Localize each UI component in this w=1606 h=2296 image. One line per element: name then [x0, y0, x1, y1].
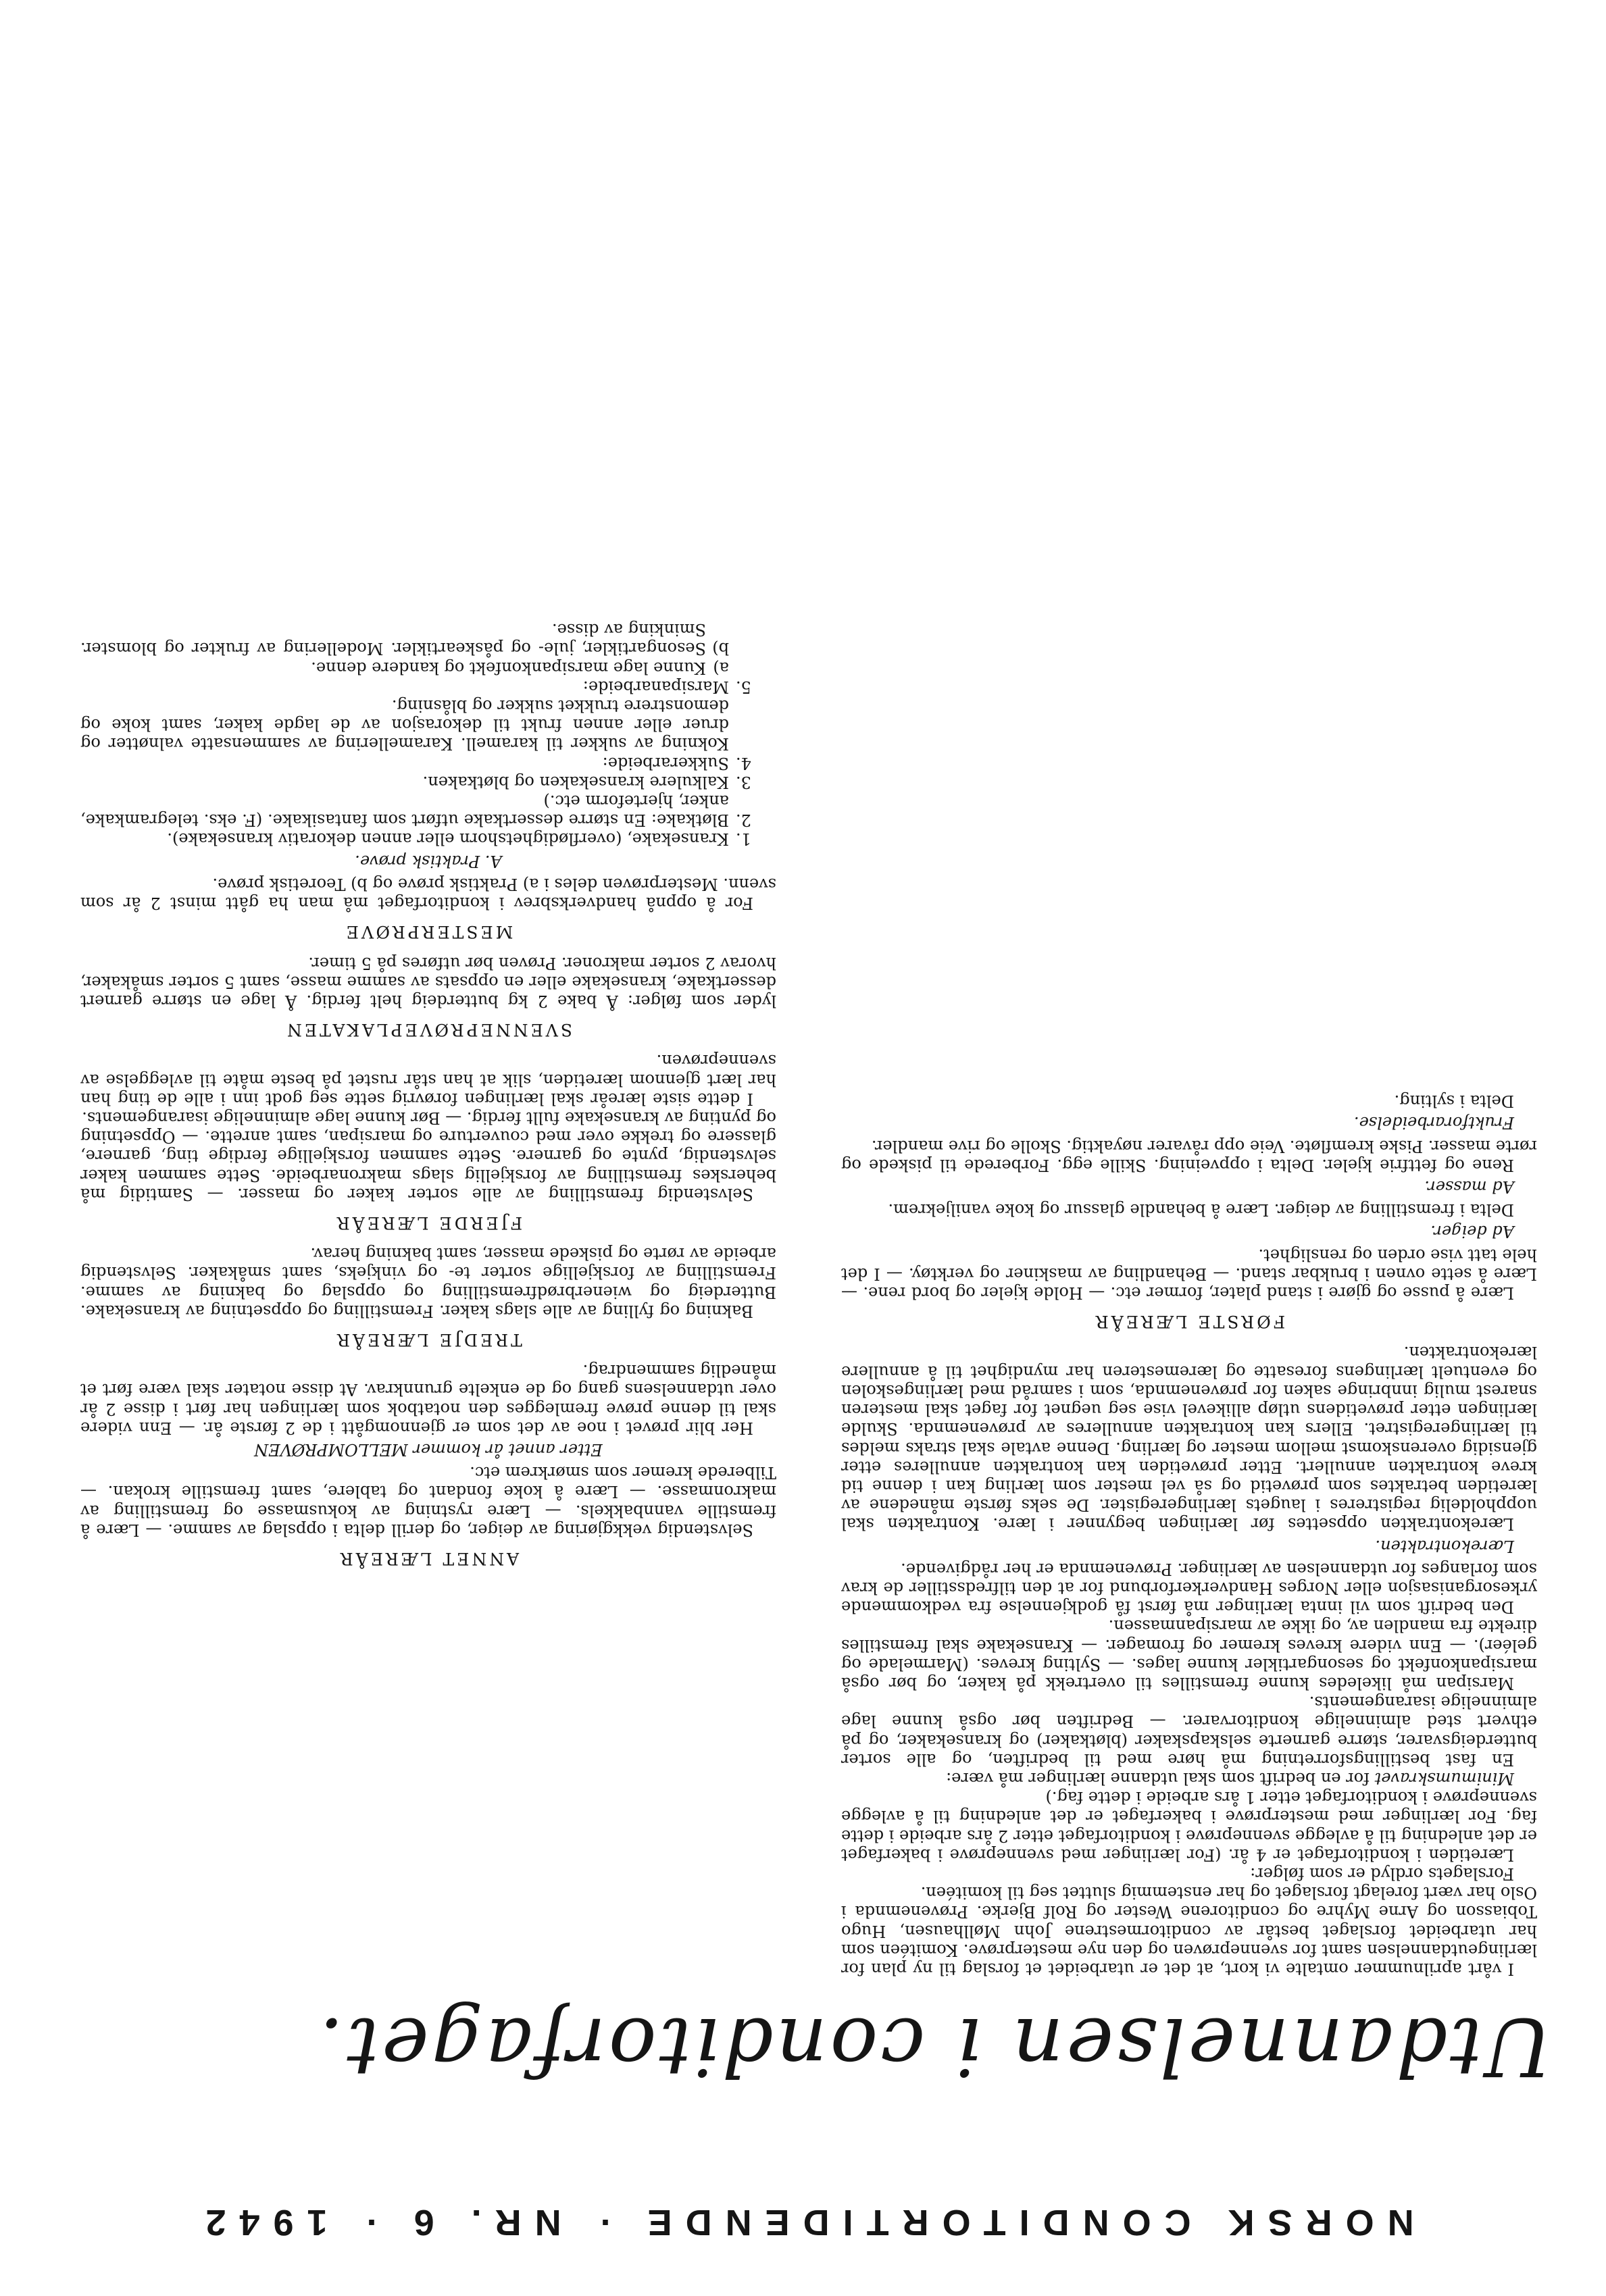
list-number: b) [712, 639, 729, 659]
body-paragraph: Bakning og fylling av alle slags kaker. Fremstilling og oppsetning av kransekake. Butterdeig og wienerbrødfremstilling og oppslag og bakning av samme. Fremstilling av forskjellige sorter te- og vinkjeks, samt småkaker. Selvstendig arbeide av rørte og piskede masser, samt bakning herav. [80, 1244, 776, 1321]
section-heading: Ad masser. [1424, 1177, 1514, 1197]
section-heading: Lærekontrakten. [1375, 1536, 1514, 1556]
list-item [80, 678, 776, 696]
list-item [80, 773, 776, 792]
left-column [841, 1092, 1537, 1979]
list-number: 4. [736, 753, 751, 773]
body-paragraph: lyder som følger: Å bake 2 kg butterdeig helt ferdig. Å lage en større garnert dessertkake, kransekake eller en oppsats av samme masse, samt 5 sorter småkaker, hvorav 2 sorter makroner. Prøven bør utføres på 5 timer. [80, 953, 776, 1011]
list-text: Sesongartikler, jule- og påskeartikler. Modellering av frukter og blomster. Sminking av disse. [80, 620, 706, 659]
section-heading: A. Praktisk prøve. [355, 851, 502, 871]
body-paragraph: For å oppnå handverksbrev i konditorfaget må man ha gått minst 2 år som svenn. Mesterprøven deles i a) Praktisk prøve og b) Teoretisk prøve. [80, 874, 776, 913]
body-paragraph: Selvstendig fremstilling av alle sorter kaker og masser. — Samtidig må beherskes fremstilling av forskjellig slags makronarbeide. Sette sammen kaker selvstendig, pynte og garnere. Sette sammen forskjellige ferdige ting, garnere, glassere og trekke over med couverture og marsipan, samt anrette. — Oppsetning og pynting av kransekake fullt ferdig. — Bør kunne lage alminnelige isarangements. [80, 1108, 776, 1204]
section-heading: SVENNEPRØVEPLAKATEN [284, 1020, 573, 1040]
minimum-heading: Minimumskravet [1374, 1768, 1514, 1788]
body-paragraph: Lære å pusse og gjøre i stand plater, former etc. — Holde kjeler og bord rene. — Lære å sette ovnen i brukbar stand. — Behandling av maskiner og verktøy. — I det hele tatt vise orden og renslighet. [841, 1245, 1537, 1303]
article-title: Utdannelsen i conditorfaget. [316, 2000, 1552, 2093]
minimum-paragraph [841, 1769, 1537, 1788]
body-paragraph: En fast bestillingsforretning må høre med til bedriften, og alle sorter butterdeigsvarer, større garnerte selskapskaker (bløtkaker) og kransekaker, og på ethvert sted alminnelige konditorvarer. — Bedriften bør også kunne lage alminnelige isarangements. [841, 1693, 1537, 1769]
intro-paragraph: I vårt aprilnummer omtalte vi kort, at det er utarbeidet et forslag til ny plan for lærlingeutdannelsen samt for svenneprøven og den nye mesterprøve. Komitéen som har utarbeidet forslaget består av conditormestrene John Møllhausen, Hugo Tobiasson og Arne Myhre og conditorene Wester og Rolf Bjerke. Prøvenemnda i Oslo har vært forelagt forslaget og har enstemmig sluttet seg til komitéen. [841, 1883, 1537, 1979]
list-number: 3. [736, 772, 751, 792]
body-paragraph: Marsipan må likeledes kunne fremstilles til overtrekk på kaker, og bør også marsipankonfekt og sesongartikler kunne lages. — Sylting kreves. (Marmelade og geléer). — Enn videre kreves kremer og fromager. — Kransekake skal fremstilles direkte fra mandlen av, og ikke av marsipanmassen. [841, 1616, 1537, 1693]
intro-paragraph: Læretiden i konditorfaget er 4 år. (For lærlinger med svenneprøve i bakerfaget er det anledning til å avlegge svenneprøve i konditorfaget etter 2 års arbeide i dette fag. For lærlinger med mesterprøve i bakerfaget er det anledning til å avlegge svenneprøve i konditorfaget etter 1 års arbeide i dette fag.) [841, 1788, 1537, 1864]
section-heading: Fruktforarbeidelse. [1354, 1113, 1514, 1133]
list-number: a) [713, 658, 729, 678]
list-number: 1. [736, 830, 751, 849]
body-paragraph: Her blir prøvet i noe av det som er gjennomgått i de 2 første år. — Enn videre skal til denne prøve fremlegges den notatbok som lærlingen har ført i disse 2 år over utdannelsens gang og de enkelte grunnkrav. At disse notater skal være ført et månedlig sammendrag. [80, 1361, 776, 1437]
section-heading: FØRSTE LÆREÅR [1093, 1312, 1286, 1332]
intro-paragraph: Forslagets ordlyd er som følger: [1250, 1864, 1514, 1883]
list-number: 5. [736, 677, 751, 696]
section-heading: ANNET LÆREÅR [337, 1549, 520, 1568]
body-paragraph: Lærekontrakten oppsettes før lærlingen begynner i lære. Kontrakten skal uoppholdelig registreres i laugets lærlingeregister. De seks første månedene av læretiden betraktes som prøvetid og så vel mester som lærling kan i denne tid kreve kontrakten annullert. Etter prøvetiden kan kontrakten annulleres etter gjensidig overenskomst mellom mester og lærling. Denne avtale skal straks meldes til lærlingeregistret. Ellers kan kontrakten annulleres av prøvenemnda. Skulde lærlingen etter prøvetidens utløp allikevel vise seg uegnet for faget skal mesteren snarest mulig innbringe saken for prøvenemnda, som i samråd med lærlingeskolen og eventuelt lærlingens foresatte og læremesteren har myndighet til å annullere lærekontrakten. [841, 1343, 1537, 1534]
body-paragraph: Delta i fremstilling av deiger. Lære å behandle glassur og koke vaniljekrem. [888, 1200, 1514, 1220]
body-paragraph: Delta i sylting. [1394, 1092, 1514, 1111]
section-heading: Etter annet år kommer MELLOMPRØVEN [254, 1439, 603, 1459]
list-subtext [80, 696, 729, 754]
list-text: Kunne lage marsipankonfekt og kandere denne. [311, 658, 706, 678]
list-text: Bløtkake: En større dessertkake utført som fantasikake. (F. eks. telegramkake, anker, hjerteform etc.) [80, 792, 729, 830]
list-item [80, 830, 776, 848]
list-text: Kokning av sukker til karamell. Karamellering av sammensatte valnøtter og druer eller annen frukt til dekorasjon av de lagde kaker, samt koke og demonstrere trukket sukker og blåsning. [80, 696, 729, 754]
section-heading: FJERDE LÆREÅR [334, 1213, 523, 1233]
list-item [80, 792, 776, 830]
list-subitem [80, 658, 729, 677]
minimum-text: for en bedrift som skal utdanne lærlinger må være: [946, 1768, 1375, 1788]
body-paragraph: I dette siste læreår skal lærlingen forøvrig sette seg godt inn i alle de ting han har lært gjennom læretiden, slik at han står rustet på beste måte til avleggelse av svenneprøven. [80, 1051, 776, 1108]
body-paragraph: Den bedrift som vil innta lærlinger må først få godkjennelse fra vedkommende yrkesorganisasjon eller Norges Handverkerforbund for at den tilfredsstiller de krav som forlanges for utdannelsen av lærlinger. Prøvenemnda er her rådgivende. [841, 1559, 1537, 1617]
body-paragraph: Selvstendig vekkgjøring av deiger, og derill delta i oppslag av samme. — Lære å fremstille vannbakkels. — Lære rystning av kokusmasse og fremstilling av makronmasse. — Lære å koke fondant og tablere, samt fremstille krokan. — Tilberede kremer som smørkrem etc. [80, 1463, 776, 1539]
section-heading: TREDJE LÆREÅR [334, 1329, 522, 1350]
body-paragraph: Rene og fettfrie kjeler. Delta i oppveining. Skille egg. Forberede til piskede og rørte masser. Piske kremfløte. Veie opp råvarer nøyaktig. Skolle og rive mandler. [841, 1136, 1537, 1175]
masthead: NORSK CONDITORTIDENDE · NR. 6 · 1942 [192, 2202, 1414, 2243]
list-text: Sukkerarbeide: [602, 753, 729, 773]
section-heading: Ad deiger. [1430, 1222, 1514, 1242]
list-text: Kalkulere kransekaken og bløtkaken. [422, 772, 729, 792]
list-number: 2. [736, 811, 751, 830]
list-item [80, 753, 776, 772]
list-text: Marsipanarbeide: [582, 677, 729, 696]
list-subitem [80, 620, 729, 658]
right-column [80, 620, 776, 1580]
section-heading: MESTERPRØVE [343, 922, 513, 942]
list-text: Kransekake, (overflødighetshorn eller annen dekorativ kransekake). [167, 830, 729, 849]
